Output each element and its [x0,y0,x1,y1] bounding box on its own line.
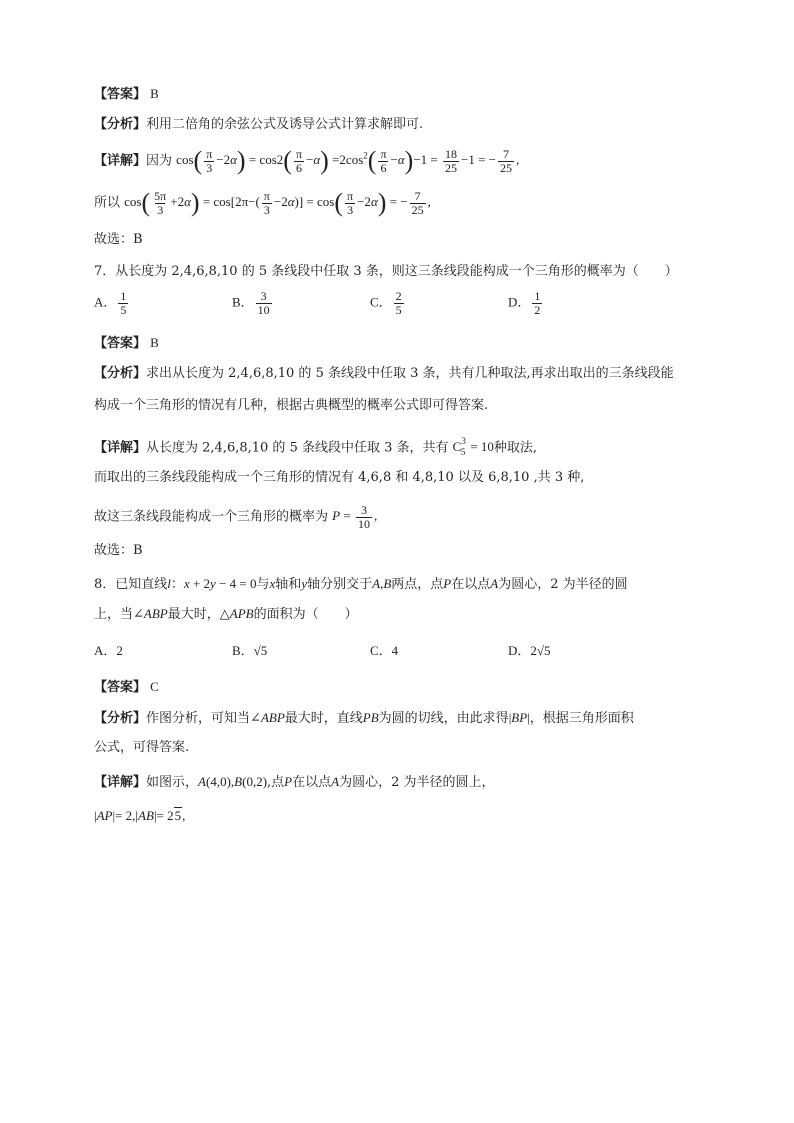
q7-detail-line-2: 而取出的三条线段能构成一个三角形的情况有 4,6,8 和 4,8,10 以及 6,8,10 ,共 3 种, [94,470,585,485]
stem-text: 轴和 [275,577,302,592]
stem-text: 上，当 [94,607,134,622]
stem-text: 为圆心，2 为半径的圆 [498,577,628,592]
detail-text: 如图示， [146,775,199,790]
detail-text: ,点 [267,775,285,790]
option-letter: A． [94,294,117,310]
q6-detail-line-2 [94,190,431,217]
analysis-tag: 【分析】 [94,366,147,381]
option-num: 1 [534,289,541,303]
probability-formula: P = $\frac{3}{10}$ , [332,503,378,531]
detail-prefix: 因为 [146,153,173,169]
q7-choose: 故选：B [94,543,143,558]
analysis-text: 最大时，直线 [284,711,363,726]
q7-option-a [94,290,130,317]
stem-text: 在以点 [451,577,491,592]
analysis-text: ，根据三角形面积 [529,711,634,726]
detail-tag: 【详解】 [94,775,147,790]
q8-analysis-line-2: 公式，可得答案. [94,740,190,755]
answer-value: B [150,86,159,101]
q7-option-d [508,290,544,317]
q7-stem: 7．从长度为 2,4,6,8,10 的 5 条线段中任取 3 条，则这三条线段能构成一个三角形的概率为（ ） [94,264,678,279]
stem-text: 最大时， [167,607,220,622]
option-letter: D． [508,643,531,658]
q7-option-c [370,290,406,317]
q6-choose: 故选：B [94,232,143,247]
q7-detail-line-3 [94,504,377,531]
option-num: 3 [260,289,267,303]
formula: cos( $\frac{5\pi}{3}$ +2α) = cos[2π−( $\frac{\pi}{3}$ −2α)] = cos( $\frac{\pi}{3}$ −2α) = − $\frac{7}{25}$ , [124,188,431,218]
analysis-tag: 【分析】 [94,711,147,726]
answer-tag: 【答案】 [94,680,147,695]
option-den: 10 [257,303,270,317]
stem-text: 轴分别交于 [307,577,373,592]
q8-option-b [232,640,267,659]
option-letter: C． [370,643,392,658]
option-den: 5 [395,303,402,317]
analysis-text: 利用二倍角的余弦公式及诱导公式计算求解即可. [146,117,424,132]
q7-answer-line [94,333,159,354]
analysis-text: 作图分析，可知当 [146,711,251,726]
option-letter: B． [232,643,254,658]
option-value: 2√5 [530,643,551,658]
answer-tag: 【答案】 [94,87,147,102]
analysis-text: 为圆的切线，由此求得 [378,711,509,726]
detail-prefix-2: 所以 [94,195,121,211]
analysis-text: 求出从长度为 2,4,6,8,10 的 5 条线段中任取 3 条，共有几种取法,再求出取出的三条线段能 [146,366,674,381]
detail-tag: 【详解】 [94,440,147,456]
combination-formula: $C^3_5 = 10$ [452,436,494,457]
option-letter: C． [370,294,392,310]
detail-text: 从长度为 2,4,6,8,10 的 5 条线段中任取 3 条，共有 [146,440,449,456]
option-letter: D． [508,294,531,310]
option-num: 2 [395,289,402,303]
option-value: 2 [116,643,123,658]
q7-option-b [232,290,274,317]
q6-answer-line [94,84,159,105]
detail-text: 为圆心，2 为半径的圆上， [339,775,495,790]
q7-detail-line-1 [94,433,537,462]
q8-detail-line-2: |AP|= 2,|AB|= 25, [94,808,186,823]
option-den: 5 [120,303,127,317]
q8-answer-line [94,677,159,698]
answer-tag: 【答案】 [94,336,147,351]
q8-analysis-line-1: 【分析】作图分析，可知当∠ABP最大时，直线PB为圆的切线，由此求得|BP|，根据三角形面积 [94,710,634,726]
q6-analysis-line [94,115,423,135]
option-den: 2 [534,303,541,317]
option-num: 1 [120,289,127,303]
q8-stem-line-2: 上，当∠ABP最大时，△APB的面积为（ ） [94,606,358,622]
q7-analysis-line-2: 构成一个三角形的情况有几种，根据古典概型的概率公式即可得答案. [94,398,489,413]
answer-value: B [150,335,159,350]
option-letter: A． [94,643,117,658]
q8-stem-line-1: 8．已知直线l：x + 2y − 4 = 0与x轴和y轴分别交于A,B两点，点P在以点A为圆心，2 为半径的圆 [94,576,628,592]
q8-option-a [94,640,123,659]
q8-option-c [370,640,398,659]
analysis-tag: 【分析】 [94,117,147,132]
q7-analysis-line-1 [94,364,674,384]
option-value: √5 [253,643,268,658]
stem-text: 两点，点 [391,577,444,592]
option-letter: B． [232,294,254,310]
answer-value: C [150,679,159,694]
detail-text: 故这三条线段能构成一个三角形的概率为 [94,509,329,525]
math: x [183,576,190,591]
stem-text: 8．已知直线 [94,577,168,592]
q8-option-d [508,640,551,659]
detail-tag: 【详解】 [94,153,147,169]
q6-detail-line-1 [94,146,519,175]
formula: cos( $\frac{\pi}{3}$ −2α) = cos2( $\frac{\pi}{6}$ $-\alpha) =2\cos^2$( $\frac{\pi}{6}$ −α)−1 = $\frac{18}{25}$ −1 = − $\frac{7}{25}$ , [176,146,520,176]
detail-text: 种取法, [493,440,538,456]
math: l [167,576,171,591]
q8-detail-line-1: 【详解】如图示，A(4,0),B(0,2),点P在以点A为圆心，2 为半径的圆上， [94,774,495,790]
option-value: 4 [391,643,399,658]
stem-text: 与 [256,577,270,592]
detail-text: 在以点 [292,775,332,790]
stem-text: 的面积为（ ） [253,607,358,622]
